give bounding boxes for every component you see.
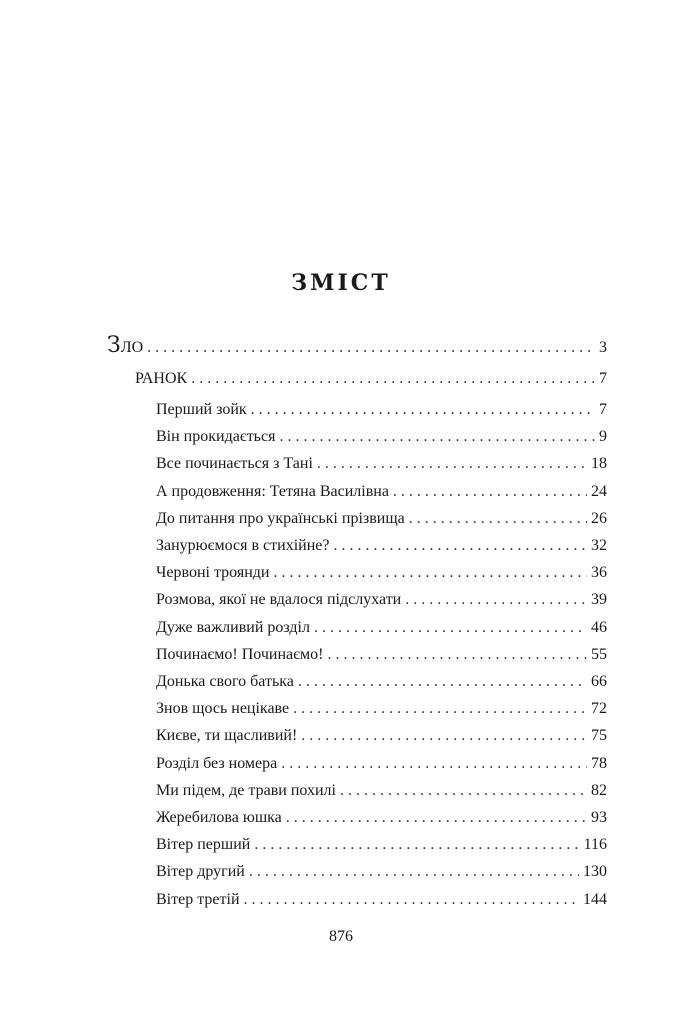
toc-entry-page: 75 [591, 727, 607, 745]
toc-entry-page: 36 [591, 564, 607, 582]
toc-part-label-rest: ЛО [120, 339, 144, 356]
toc-entry-label: Ми підем, де трави похилі [156, 781, 336, 799]
toc-entry[interactable] [156, 646, 607, 664]
toc-entry-label: Жеребилова юшка [156, 809, 282, 826]
toc-entry-label: До питання про українські прізвища [156, 509, 405, 527]
toc-chapter-label: РАНОК [135, 370, 188, 387]
toc-entry-page: 7 [599, 401, 607, 418]
dot-leader [301, 727, 587, 745]
contents-heading: ЗМІСТ [291, 270, 391, 296]
dot-leader [191, 370, 595, 388]
toc-entry-page: 24 [591, 482, 607, 500]
toc-entry-page: 72 [591, 700, 607, 718]
toc-entry[interactable] [156, 483, 607, 501]
toc-entry-label: Розмова, якої не вдалося підслухати [156, 591, 402, 609]
toc-entry-label: Він прокидається [156, 428, 276, 446]
toc-entry-label: Знов щось нецікаве [156, 700, 290, 718]
dot-leader [340, 782, 587, 800]
dot-leader [273, 564, 587, 582]
toc-entry-label: Розділ без номера [156, 754, 278, 772]
dot-leader [281, 755, 587, 773]
dot-leader [405, 591, 587, 609]
toc-entry-page: 130 [583, 863, 607, 881]
toc-entry-page: 26 [591, 509, 607, 527]
toc-entry-page: 32 [591, 537, 607, 554]
dot-leader [249, 863, 579, 881]
toc-chapter-row[interactable] [135, 370, 607, 388]
toc-entry[interactable] [156, 836, 607, 854]
toc-entry[interactable] [156, 510, 607, 528]
toc-entry-label: Вітер третій [156, 890, 240, 908]
toc-entry[interactable] [156, 891, 607, 909]
dot-leader [286, 809, 587, 827]
toc-entry-page: 116 [583, 836, 607, 854]
toc-part-label [107, 333, 143, 358]
toc-entry-page: 55 [591, 645, 607, 663]
toc-entry[interactable] [156, 809, 607, 827]
page-number: 876 [329, 928, 353, 945]
toc-entry-label: Донька свого батька [156, 673, 294, 690]
dot-leader [317, 455, 587, 473]
toc-entry-page: 46 [591, 618, 607, 636]
dot-leader [327, 646, 587, 664]
toc-entry[interactable] [156, 455, 607, 473]
drop-cap: З [107, 333, 121, 358]
toc-entry[interactable] [156, 673, 607, 691]
dot-leader [409, 510, 587, 528]
toc-entry-label: Вітер перший [156, 836, 251, 854]
toc-entry[interactable] [156, 619, 607, 637]
toc-entry[interactable] [156, 727, 607, 745]
dot-leader [393, 483, 587, 501]
dot-leader [251, 401, 595, 419]
toc-entry[interactable] [156, 700, 607, 718]
toc-entry-page: 78 [591, 754, 607, 772]
toc-entry-label: Києве, ти щасливий! [156, 727, 298, 745]
toc-entry[interactable] [156, 863, 607, 881]
toc-entry[interactable] [156, 755, 607, 773]
toc-entry-label: А продовження: Тетяна Василівна [156, 482, 389, 500]
toc-entry-page: 18 [591, 455, 607, 473]
dot-leader [244, 891, 580, 909]
dot-leader [279, 428, 595, 446]
toc-entry-page: 66 [591, 673, 607, 690]
toc-entry[interactable] [156, 428, 607, 446]
dot-leader [147, 339, 595, 357]
toc-entry-page: 144 [583, 890, 607, 908]
toc-entry-label: Дуже важливий розділ [156, 618, 310, 636]
toc-entry-label: Вітер другий [156, 863, 245, 881]
toc-entry-label: Занурюємося в стихійне? [156, 537, 330, 554]
dot-leader [254, 836, 579, 854]
dot-leader [298, 673, 587, 691]
toc-entry-label: Перший зойк [156, 401, 247, 418]
toc-entry[interactable] [156, 591, 607, 609]
dot-leader [333, 537, 587, 555]
toc-entry[interactable] [156, 782, 607, 800]
toc-entry-label: Починаємо! Починаємо! [156, 645, 324, 663]
toc-entry[interactable] [156, 537, 607, 555]
toc-entry-page: 93 [591, 809, 607, 826]
toc-entry-page: 82 [591, 781, 607, 799]
dot-leader [314, 619, 587, 637]
toc-entry-page: 39 [591, 591, 607, 609]
toc-entry[interactable] [156, 564, 607, 582]
toc-chapter-page: 7 [599, 370, 607, 387]
toc-entry[interactable] [156, 401, 607, 419]
toc-part-page: 3 [599, 339, 607, 356]
dot-leader [293, 700, 587, 718]
toc-entry-label: Все починається з Тані [156, 455, 313, 473]
toc-entry-label: Червоні троянди [156, 564, 270, 582]
toc-entry-page: 9 [599, 428, 607, 446]
toc-part-row[interactable] [107, 333, 607, 358]
